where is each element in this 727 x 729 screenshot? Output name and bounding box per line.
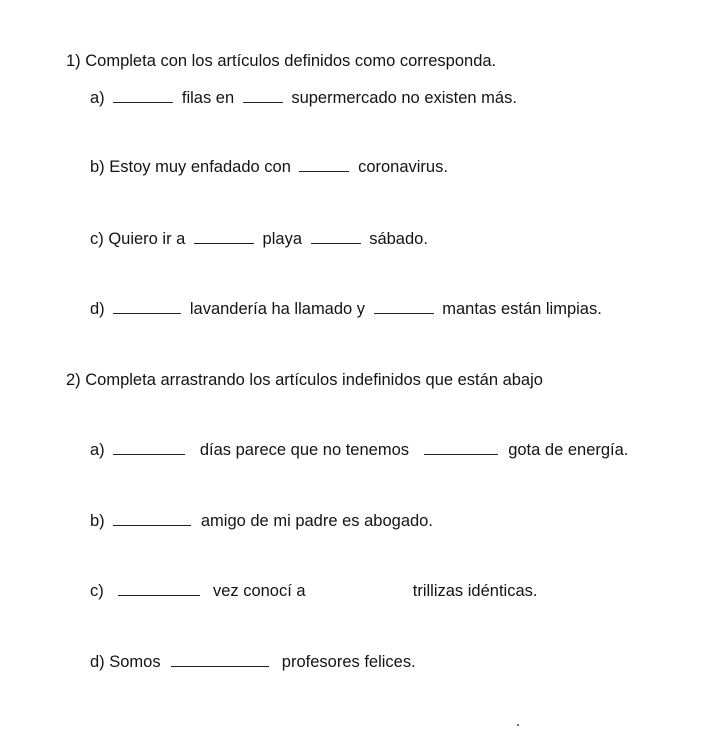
exercise-text: lavandería ha llamado y [189, 300, 366, 318]
exercise-text: amigo de mi padre es abogado. [200, 512, 433, 530]
exercise-2d [90, 652, 416, 672]
exercise-text: filas en [181, 89, 235, 107]
exercise-text: días parece que no tenemos [199, 441, 410, 459]
answer-blank[interactable] [311, 229, 361, 244]
section2-heading-text: 2) Completa arrastrando los artículos indefinidos que están abajo [66, 371, 543, 389]
answer-blank[interactable] [194, 229, 254, 244]
exercise-text: supermercado no existen más. [291, 89, 517, 107]
answer-blank[interactable] [374, 299, 434, 314]
section2-heading [66, 370, 543, 390]
exercise-text: sábado. [369, 230, 428, 248]
exercise-2c [90, 581, 537, 601]
exercise-text: trillizas idénticas. [412, 582, 538, 600]
exercise-label: a) [90, 441, 105, 459]
section1-heading [66, 51, 496, 71]
exercise-1a [90, 88, 517, 108]
answer-blank[interactable] [171, 652, 269, 667]
answer-blank[interactable] [243, 88, 283, 103]
exercise-text: vez conocí a [212, 582, 306, 600]
answer-blank[interactable] [113, 440, 185, 455]
exercise-1c [90, 229, 428, 249]
exercise-text: mantas están limpias. [442, 300, 602, 318]
exercise-text: profesores felices. [281, 653, 416, 671]
answer-blank[interactable] [299, 157, 349, 172]
answer-blank[interactable] [424, 440, 498, 455]
stray-mark [517, 724, 519, 726]
exercise-label: b) Estoy muy enfadado con [90, 158, 291, 176]
answer-blank[interactable] [113, 88, 173, 103]
exercise-text: coronavirus. [358, 158, 448, 176]
answer-blank[interactable] [113, 511, 191, 526]
answer-blank[interactable] [113, 299, 181, 314]
exercise-label: b) [90, 512, 105, 530]
exercise-label: a) [90, 89, 105, 107]
section1-heading-text: 1) Completa con los artículos definidos como corresponda. [66, 52, 497, 70]
exercise-1d [90, 299, 602, 319]
exercise-2a [90, 440, 628, 460]
exercise-label: c) Quiero ir a [90, 230, 186, 248]
exercise-label: d) Somos [90, 653, 161, 671]
exercise-1b [90, 157, 448, 177]
exercise-label: d) [90, 300, 105, 318]
answer-blank[interactable] [118, 581, 200, 596]
exercise-2b [90, 511, 433, 531]
exercise-label: c) [90, 582, 104, 600]
exercise-text: playa [262, 230, 302, 248]
exercise-text: gota de energía. [508, 441, 629, 459]
